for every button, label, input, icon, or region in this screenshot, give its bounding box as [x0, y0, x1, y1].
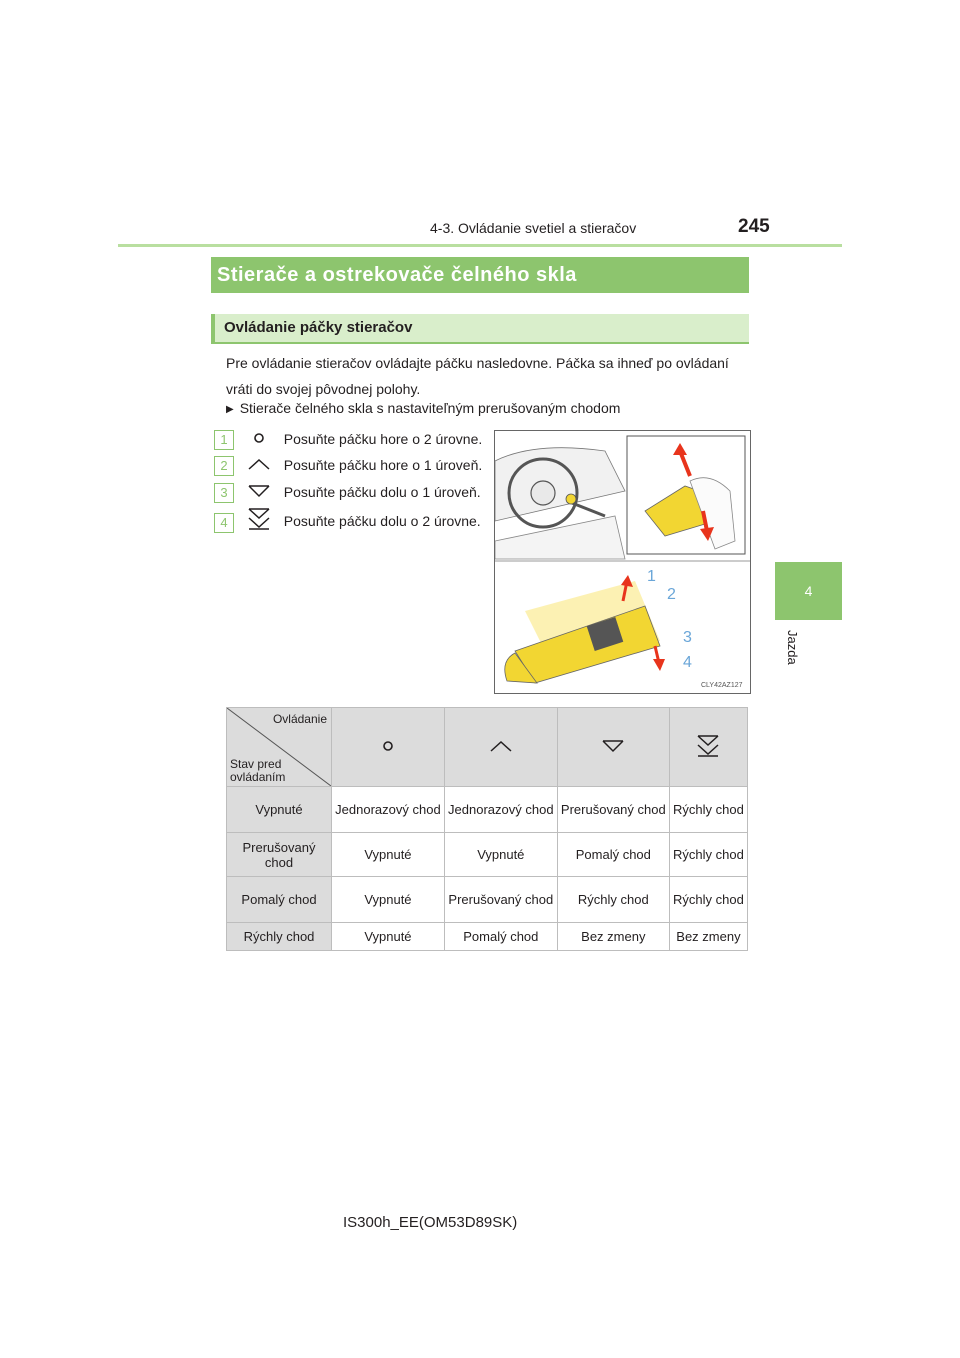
header-rule	[118, 244, 842, 247]
bullet-arrow-icon: ▶	[226, 403, 234, 415]
table-cell: Rýchly chod	[669, 787, 747, 833]
callout-1: 1	[647, 568, 656, 585]
double-triangle-down-icon	[244, 507, 274, 538]
table-row	[227, 877, 748, 923]
table-cell: Bez zmeny	[557, 923, 669, 951]
document-code: IS300h_EE(OM53D89SK)	[343, 1214, 518, 1231]
step-text: Posuňte páčku hore o 2 úrovne.	[283, 431, 483, 447]
table-cell: Bez zmeny	[669, 923, 747, 951]
callout-3: 3	[683, 629, 692, 646]
triangle-down-icon	[601, 741, 625, 756]
step-item	[214, 453, 482, 477]
step-number: 3	[214, 483, 234, 503]
circle-icon	[244, 428, 274, 452]
step-item	[214, 507, 481, 531]
table-cell: Pomalý chod	[444, 923, 557, 951]
section-banner: Stierače a ostrekovače čelného skla	[211, 257, 749, 293]
chapter-number: 4	[804, 583, 813, 599]
triangle-up-icon	[244, 454, 274, 478]
chapter-label: Jazda	[785, 630, 800, 665]
header-cell	[332, 708, 445, 787]
table-cell: Pomalý chod	[557, 833, 669, 877]
table-cell: Vypnuté	[444, 833, 557, 877]
bullet-item: ▶ Stierače čelného skla s nastaviteľným prerušovaným chodom	[226, 400, 621, 416]
row-header: Pomalý chod	[227, 877, 332, 923]
intro-paragraph: Pre ovládanie stieračov ovládajte páčku nasledovne. Páčka sa ihneď po ovládaní vráti do svojej pôvodnej polohy.	[226, 355, 729, 397]
page-number: 245	[738, 216, 770, 237]
section-title: 4-3. Ovládanie svetiel a stieračov	[430, 220, 637, 236]
table-row	[227, 787, 748, 833]
circle-icon	[381, 741, 395, 756]
table-cell: Rýchly chod	[557, 877, 669, 923]
wiper-state-table	[226, 707, 748, 951]
table-cell: Prerušovaný chod	[444, 877, 557, 923]
table-cell: Rýchly chod	[669, 833, 747, 877]
table-cell: Rýchly chod	[669, 877, 747, 923]
triangle-down-icon	[244, 481, 274, 505]
table-cell: Vypnuté	[332, 923, 445, 951]
step-number: 4	[214, 513, 234, 533]
double-triangle-down-icon	[696, 746, 720, 761]
header-cell	[444, 708, 557, 787]
table-header-row	[227, 708, 748, 787]
table-cell: Prerušovaný chod	[557, 787, 669, 833]
step-number: 1	[214, 430, 234, 450]
step-text: Posuňte páčku dolu o 1 úroveň.	[283, 484, 481, 500]
step-item	[214, 480, 481, 504]
table-row	[227, 833, 748, 877]
table-row	[227, 923, 748, 951]
step-text: Posuňte páčku dolu o 2 úrovne.	[283, 513, 481, 530]
callout-2: 2	[667, 586, 676, 603]
step-number: 2	[214, 456, 234, 476]
table-cell: Vypnuté	[332, 833, 445, 877]
header-cell	[557, 708, 669, 787]
row-header: Prerušovaný chod	[227, 833, 332, 877]
header-cell	[669, 708, 747, 787]
corner-cell	[227, 708, 332, 787]
wiper-lever-illustration	[494, 430, 751, 694]
table-cell: Vypnuté	[332, 877, 445, 923]
step-item	[214, 427, 482, 451]
illustration-code: CLY42AZ127	[701, 682, 743, 689]
corner-bottom-label: Stav pred ovládaním	[230, 757, 286, 784]
subsection-banner: Ovládanie páčky stieračov	[211, 314, 749, 342]
table-cell: Jednorazový chod	[444, 787, 557, 833]
table-cell: Jednorazový chod	[332, 787, 445, 833]
row-header: Vypnuté	[227, 787, 332, 833]
chapter-tab	[775, 562, 842, 620]
illustration-graphic	[495, 431, 750, 693]
step-text: Posuňte páčku hore o 1 úroveň.	[283, 457, 483, 473]
triangle-up-icon	[489, 741, 513, 756]
callout-4: 4	[683, 654, 692, 671]
corner-top-label: Ovládanie	[272, 712, 327, 726]
row-header: Rýchly chod	[227, 923, 332, 951]
subsection-rule	[211, 342, 749, 344]
